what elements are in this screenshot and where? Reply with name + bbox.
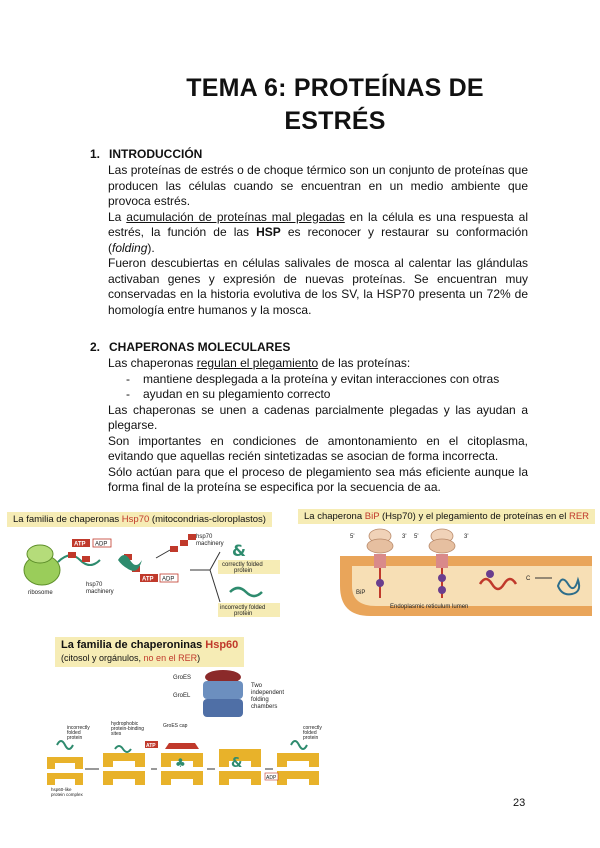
two-chambers-label-1: Two (251, 683, 263, 689)
hsp60-caption-line-1 (61, 639, 238, 652)
groes-label: GroES (173, 675, 192, 681)
nascent-chain-icon (58, 555, 100, 565)
bip-figure-caption (298, 511, 595, 522)
intro-paragraph-1: Las proteínas de estrés o de choque térmico son un conjunto de proteínas que producen las células cuando se encuentran en un medio ambiente que provoca estrés. (108, 163, 528, 208)
hsp70-machinery-label-top-1: hsp70 (196, 534, 213, 540)
ribosome-icon (24, 545, 60, 585)
ribosome-label: ribosome (28, 590, 53, 596)
section-1-body (108, 163, 528, 318)
section-2-number: 2. (90, 340, 101, 354)
complex-label-1: hsp60-like (51, 787, 72, 792)
chaperone-paragraph-3: Son importantes en condiciones de amontonamiento en el citoplasma, evitando que aquellas recién sintetizadas se asocian de forma incorrecta. (108, 433, 528, 463)
intro-p2-end: ). (147, 240, 155, 255)
chap-p1-end: de las proteínas: (318, 356, 411, 370)
er-lumen-label: Endoplasmic reticulum lumen (390, 604, 469, 610)
bip-caption-pre: La chaperona (304, 511, 365, 522)
hsp70-machinery-label-2: machinery (86, 589, 114, 595)
intro-p2-mid: en la célula es una respuesta al estrés, la función de las (108, 209, 528, 239)
folded-protein-icon: & (231, 756, 243, 771)
section-1-heading (90, 147, 202, 161)
groel-label: GroEL (173, 693, 191, 699)
section-2-body (108, 356, 528, 496)
adp-label: ADP (95, 541, 108, 548)
incorrect-label: incorrectly folded (220, 605, 266, 611)
list-item: - mantiene desplegada a la proteína y evitan interacciones con otras (108, 372, 528, 388)
correct-label-2: protein (234, 568, 253, 574)
hsp60-diagram (45, 665, 335, 797)
intro-p2-pre: La (108, 209, 127, 224)
hsp70-caption-highlight: Hsp70 (121, 514, 150, 525)
intro-p2-italic: folding (112, 240, 148, 255)
chap-p1-pre: Las chaperonas (108, 356, 197, 370)
atp-label: ATP (146, 743, 156, 749)
bip-icon (438, 574, 446, 582)
list-item: - ayudan en su plegamiento correcto (108, 387, 528, 403)
section-2-title: CHAPERONAS MOLECULARES (109, 340, 291, 354)
chaperonin-2-icon (103, 753, 145, 785)
bip-label: BiP (356, 590, 366, 596)
arrow-icon (156, 550, 170, 558)
five-prime-label: 5' (350, 534, 355, 540)
hsp60-caption-highlight: Hsp60 (205, 639, 239, 651)
incorrect-label-2: folded (67, 730, 81, 736)
translocon-icon (436, 554, 448, 568)
correct-label-1: correctly (303, 725, 322, 731)
hsp60-figure-caption (55, 637, 244, 667)
c-terminal-label: C (526, 576, 531, 582)
section-1-number: 1. (90, 147, 101, 161)
released-protein-icon (291, 741, 307, 749)
two-chambers-label-2: independent (251, 690, 285, 696)
incorrect-label-2: protein (234, 611, 253, 617)
three-prime-label-2: 3' (464, 534, 469, 540)
intro-p2-hsp: HSP (256, 225, 281, 239)
chaperone-bullet-list (108, 372, 528, 403)
incorrect-label-1: incorrectly (67, 725, 90, 731)
hsp70-caption-post: (mitocondrias-cloroplastos) (149, 514, 266, 525)
intro-paragraph-2 (108, 210, 528, 257)
hsp60-caption-pre: La familia de chaperoninas (61, 639, 206, 651)
chaperone-paragraph-2: Las chaperonas se unen a cadenas parcialmente plegadas y las ayudan a plegarse. (108, 402, 528, 432)
branch-arrow-icon (190, 552, 220, 602)
chaperone-paragraph-4: Sólo actúan para que el proceso de plegamiento sea más eficiente aunque la forma final de la proteína se especifica por la secuencia de aa. (108, 464, 528, 494)
section-2-heading (90, 340, 290, 354)
misfolded-protein-icon (230, 588, 262, 596)
bip-diagram (330, 528, 592, 623)
hsp70-caption-pre: La familia de chaperonas (13, 514, 122, 525)
bip-icon (486, 570, 494, 578)
bip-caption-highlight-2: RER (568, 511, 590, 522)
chaperonin-5-icon (277, 753, 319, 785)
atp-label: ATP (74, 541, 86, 548)
chaperone-paragraph-1 (108, 356, 528, 372)
hsp70-machinery-label-top-2: machinery (196, 541, 224, 547)
five-prime-label-2: 5' (414, 534, 419, 540)
bip-icon (438, 586, 446, 594)
bip-caption-highlight: BiP (364, 511, 380, 522)
adp-label: ADP (266, 775, 277, 781)
two-chambers-label-3: folding (251, 697, 269, 703)
folding-protein-icon: ♣ (175, 756, 186, 770)
page-title: TEMA 6: PROTEÍNAS DE ESTRÉS (186, 74, 484, 135)
ribosome-icon (367, 529, 455, 553)
hsp70-diagram (20, 530, 290, 630)
translocon-icon (374, 554, 386, 568)
intro-paragraph-3: Fueron descubiertas en células salivales de mosca al calentar las glándulas activaban genes y expresión de nuevas proteínas. Se encuentran muy conservadas en la historia evolutiva de los SV, la HSP70 presenta un 72% de homología entre humanos y la mosca. (108, 256, 528, 317)
atp-label-2: ATP (142, 576, 154, 583)
hydrophobic-label-2: protein-binding (111, 726, 145, 732)
intro-p2-underlined: acumulación de proteínas mal plegadas (126, 209, 345, 224)
chaperonin-1-icon (47, 757, 83, 785)
page-number: 23 (513, 797, 526, 809)
chap-p1-underlined: regulan el plegamiento (196, 356, 319, 370)
bip-caption-mid: (Hsp70) y el plegamiento de proteínas en el (379, 511, 569, 522)
misfolded-protein-icon (57, 741, 73, 749)
groes-cap-label: GroES cap (163, 723, 188, 729)
three-prime-label: 3' (402, 534, 407, 540)
bip-caption-bg (298, 509, 595, 524)
hsp70-figure-caption (7, 512, 272, 527)
hydrophobic-label-3: sites (111, 731, 122, 737)
bip-icon (376, 579, 384, 587)
groel-structure-icon (203, 670, 243, 717)
bound-protein-icon (115, 746, 131, 752)
two-chambers-label-4: chambers (251, 704, 278, 710)
complex-label-2: protein complex (51, 792, 83, 797)
hydrophobic-label-1: hydrophobic (111, 721, 139, 727)
hsp70-machinery-label-1: hsp70 (86, 582, 103, 588)
hsp60-caption-2-post: ) (197, 653, 201, 663)
adp-label-2: ADP (162, 576, 175, 583)
hsp60-caption-line-2 (61, 652, 238, 665)
correct-label-3: protein (303, 735, 319, 741)
incorrect-label-3: protein (67, 735, 83, 741)
folded-protein-icon: & (232, 541, 246, 560)
correct-label: correctly folded (222, 562, 263, 568)
hsp60-caption-2-highlight: no en el RER (143, 653, 198, 663)
hsp60-caption-2-pre: (citosol y orgánulos, (61, 653, 144, 663)
section-1-title: INTRODUCCIÓN (109, 147, 203, 161)
er-lumen-icon (352, 566, 592, 606)
intro-p2-mid2: es reconocer y restaurar su conformación ( (108, 225, 529, 255)
correct-label-2: folded (303, 730, 317, 736)
